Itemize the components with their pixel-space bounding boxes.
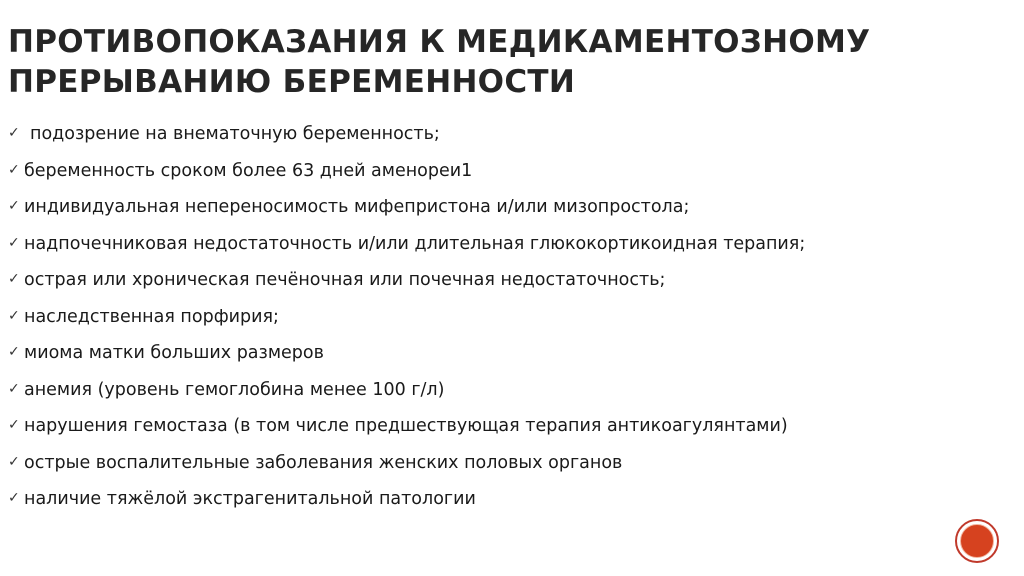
list-item-text: острые воспалительные заболевания женских половых органов: [24, 452, 623, 473]
list-item: [8, 414, 968, 438]
checkmark-icon: ✓: [8, 380, 20, 397]
list-item: [8, 232, 968, 256]
checkmark-icon: ✓: [8, 198, 20, 214]
list-item: [8, 451, 968, 475]
list-item: [8, 122, 968, 146]
checkmark-icon: ✓: [8, 453, 20, 470]
contraindications-list: [8, 122, 968, 524]
badge-inner-circle: [960, 524, 994, 558]
list-item: [8, 487, 968, 511]
list-item: [8, 378, 968, 402]
checkmark-icon: ✓: [8, 307, 20, 324]
list-item-text: наследственная порфирия;: [24, 306, 279, 327]
list-item-text: острая или хроническая печёночная или почечная недостаточность;: [24, 270, 666, 290]
checkmark-icon: ✓: [8, 234, 20, 251]
list-item-text: надпочечниковая недостаточность и/или длительная глюкокортикоидная терапия;: [24, 233, 806, 254]
checkmark-icon: ✓: [8, 125, 20, 141]
list-item: [8, 268, 968, 292]
list-item-text: анемия (уровень гемоглобина менее 100 г/л): [24, 379, 445, 400]
circle-badge-icon: [955, 519, 999, 563]
title-line-2: ПРЕРЫВАНИЮ БЕРЕМЕННОСТИ: [8, 64, 576, 100]
checkmark-icon: ✓: [8, 161, 20, 178]
slide-title: [8, 22, 998, 102]
list-item: [8, 159, 968, 183]
list-item-text: нарушения гемостаза (в том числе предшествующая терапия антикоагулянтами): [24, 416, 788, 436]
title-line-1: ПРОТИВОПОКАЗАНИЯ К МЕДИКАМЕНТОЗНОМУ: [8, 24, 871, 60]
list-item-text: миома матки больших размеров: [24, 343, 324, 363]
checkmark-icon: ✓: [8, 344, 20, 360]
list-item: [8, 305, 968, 329]
list-item-text: индивидуальная непереносимость мифепристона и/или мизопростола;: [24, 197, 690, 217]
checkmark-icon: ✓: [8, 271, 20, 287]
list-item-text: наличие тяжёлой экстрагенитальной патологии: [24, 489, 476, 509]
checkmark-icon: ✓: [8, 417, 20, 433]
checkmark-icon: ✓: [8, 490, 20, 506]
list-item-text: подозрение на внематочную беременность;: [30, 124, 440, 144]
list-item-text: беременность сроком более 63 дней аменореи1: [24, 160, 473, 181]
list-item: [8, 341, 968, 365]
list-item: [8, 195, 968, 219]
